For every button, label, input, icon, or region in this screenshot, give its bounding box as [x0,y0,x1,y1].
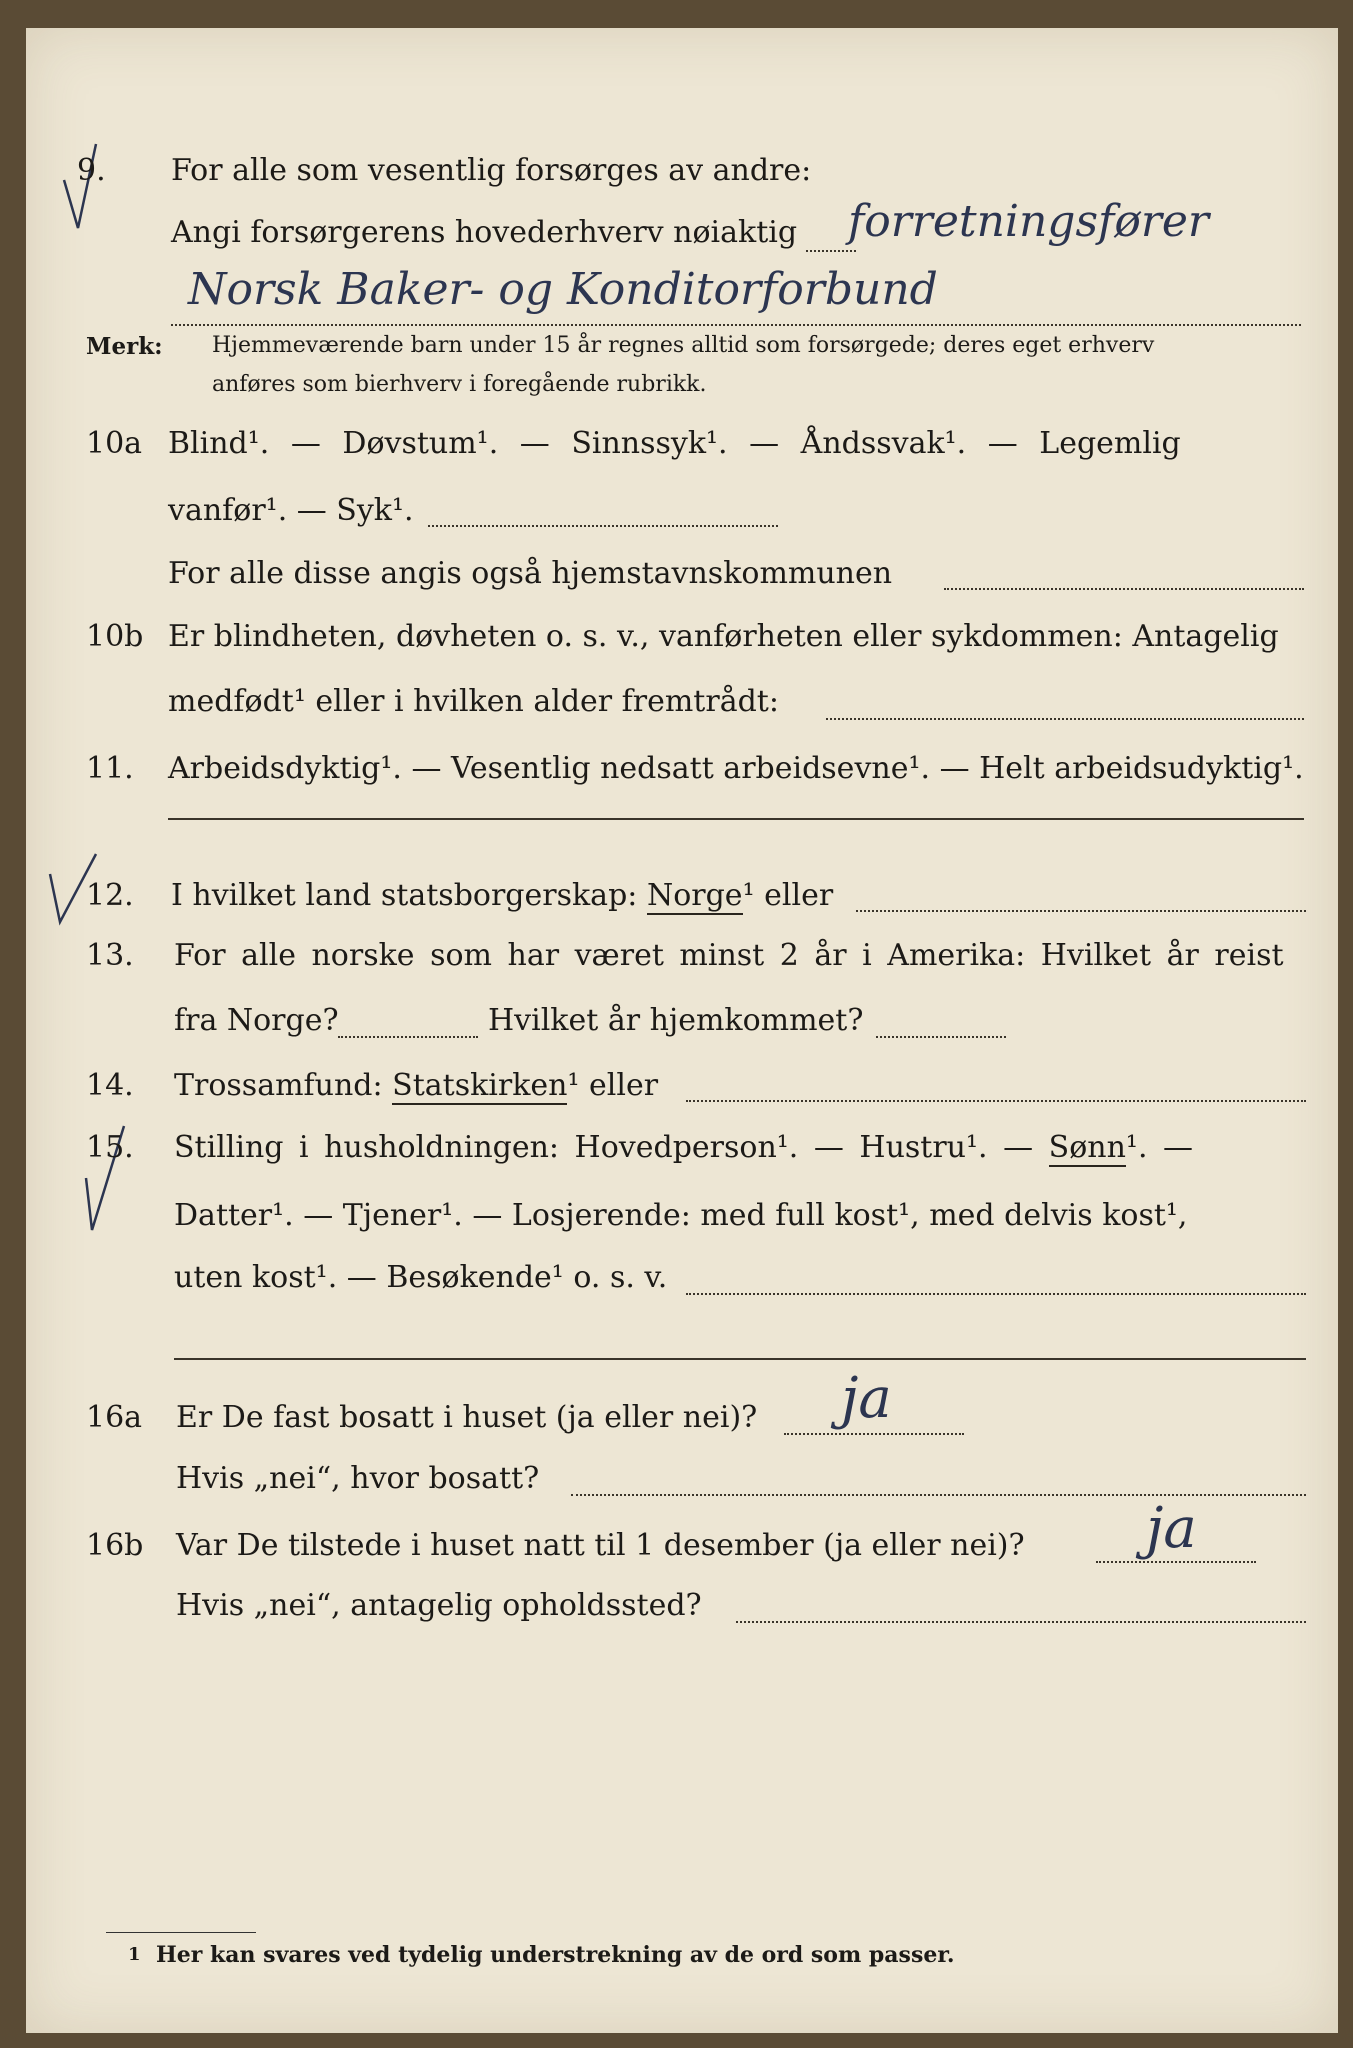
question-9-number: 9. [77,153,106,188]
question-9-prompt: Angi forsørgerens hovederhverv nøiaktig [171,215,798,250]
question-10b-number: 10b [86,619,144,654]
handwritten-employer: Norsk Baker- og Konditorforbund [188,264,938,315]
footnote-mark: 1 [128,1944,141,1965]
question-15-line-2: Datter¹. — Tjener¹. — Losjerende: med full kost¹, med delvis kost¹, [174,1198,1188,1233]
question-13-line-2b: Hvilket år hjemkommet? [488,1003,864,1038]
question-10a-number: 10a [86,426,143,461]
note-line-1: Hjemmeværende barn under 15 år regnes alltid som forsørgede; deres eget erhverv [212,333,1155,358]
question-13-line-1: For alle norske som har været minst 2 år i Amerika: Hvilket år reist [174,938,1284,973]
question-10a-line-3: For alle disse angis også hjemstavnskommunen [168,556,893,591]
note-line-2: anføres som bierhverv i foregående rubrikk. [212,372,707,397]
question-14-text: Trossamfund: Statskirken¹ eller [174,1068,659,1103]
question-12-number: 12. [86,878,134,913]
question-15-line-1: Stilling i husholdningen: Hovedperson¹. — Hustru¹. — Sønn¹. — [174,1130,1194,1165]
question-9-text: For alle som vesentlig forsørges av andre: [171,153,812,188]
question-16a-line-2: Hvis „nei“, hvor bosatt? [176,1461,540,1496]
underlined-sonn: Sønn [1048,1130,1126,1165]
handwritten-answer-16b: ja [1146,1496,1197,1561]
question-16a-number: 16a [86,1400,143,1435]
footnote-text: Her kan svares ved tydelig understrekning av de ord som passer. [156,1942,955,1968]
underlined-statskirken: Statskirken [392,1068,568,1103]
question-11-text: Arbeidsdyktig¹. — Vesentlig nedsatt arbeidsevne¹. — Helt arbeidsudyktig¹. [168,751,1304,786]
handwritten-occupation: forretningsfører [848,196,1209,247]
question-16b-line-1: Var De tilstede i huset natt til 1 desember (ja eller nei)? [176,1528,1025,1563]
question-11-number: 11. [86,751,134,786]
question-10a-line-1: Blind¹. — Døvstum¹. — Sinnssyk¹. — Åndssvak¹. — Legemlig [168,426,1181,461]
underlined-norge: Norge [646,878,743,913]
question-13-number: 13. [86,938,134,973]
question-16a-line-1: Er De fast bosatt i huset (ja eller nei)? [176,1400,758,1435]
question-16b-number: 16b [86,1528,144,1563]
question-13-line-2a: fra Norge? [174,1003,339,1038]
handwritten-answer-16a: ja [841,1366,892,1431]
question-15-number: 15. [86,1130,134,1165]
question-10a-line-2: vanfør¹. — Syk¹. [168,493,414,528]
question-15-line-3: uten kost¹. — Besøkende¹ o. s. v. [174,1260,668,1295]
question-14-number: 14. [86,1068,134,1103]
note-label: Merk: [86,333,163,360]
question-10b-line-1: Er blindheten, døvheten o. s. v., vanførheten eller sykdommen: Antagelig [168,619,1279,654]
question-12-text: I hvilket land statsborgerskap: Norge¹ eller [171,878,834,913]
census-form-page [26,28,1338,2033]
question-10b-line-2: medfødt¹ eller i hvilken alder fremtrådt: [168,684,779,719]
question-16b-line-2: Hvis „nei“, antagelig opholdssted? [176,1588,702,1623]
